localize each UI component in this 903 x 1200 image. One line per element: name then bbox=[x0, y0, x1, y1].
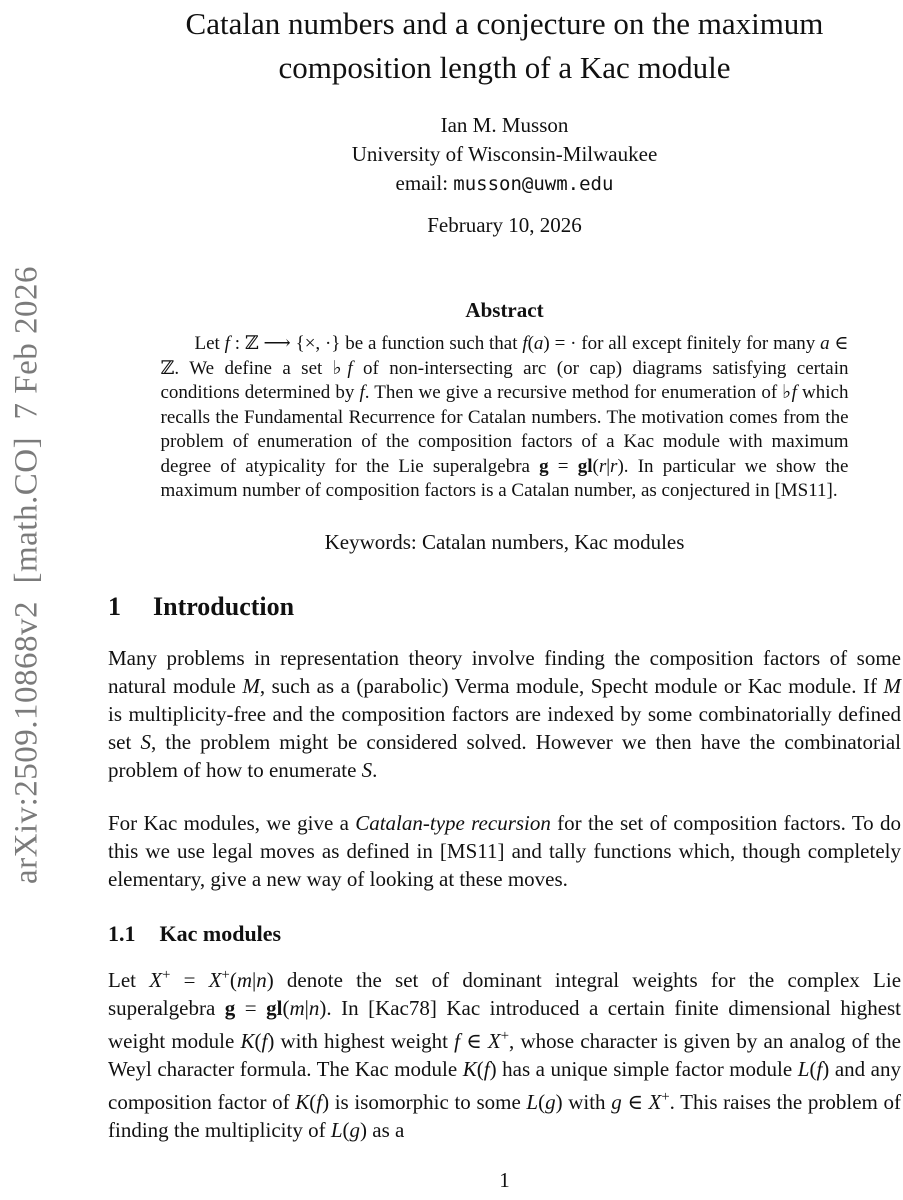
paper-title-line-1: Catalan numbers and a conjecture on the maximum bbox=[185, 6, 824, 41]
subsection-heading-kac-modules bbox=[108, 920, 901, 947]
intro-paragraph-1: Many problems in representation theory involve finding the composition factors of some natural module M, such as a (parabolic) Verma module, Specht module or Kac module. If M is multiplicity-free and the composition factors are indexed by some combinatorially defined set S, the problem might be considered solved. However we then have the combinatorial problem of how to enumerate S. bbox=[108, 645, 901, 782]
section-title: Introduction bbox=[153, 591, 295, 621]
section-number: 1 bbox=[108, 591, 121, 621]
kac-paragraph-1: Let X+ = X+(m|n) denote the set of dominant integral weights for the complex Lie superalgebra g = gl(m|n). In [Kac78] Kac introduced a certain finite dimensional highest weight module K(f) with highest weight f ∈ X+, whose character is given by an analog of the Weyl character formula. The Kac module K(f) has a unique simple factor module L(f) and any composition factor of K(f) is isomorphic to some L(g) with g ∈ X+. This raises the problem of finding the multiplicity of L(g) as a bbox=[108, 966, 902, 1142]
email-label: email: bbox=[395, 171, 454, 195]
author-name: Ian M. Musson bbox=[440, 113, 569, 137]
abstract-text: Let f : ℤ ⟶ {×, ·} be a function such that f(a) = · for all except finitely for many a ∈ ℤ. We define a set ♭f of non-intersecting arc (or cap) diagrams satisfying certain conditions determined by f. Then we give a recursive method for enumeration of ♭f which recalls the Fundamental Recurrence for Catalan numbers. The motivation comes from the problem of enumeration of the composition factors of a Kac module with maximum degree of atypicality for the Lie superalgebra g = gl(r|r). In particular we show the maximum number of composition factors is a Catalan number, as conjectured in [MS11]. bbox=[160, 333, 849, 501]
affiliation: University of Wisconsin-Milwaukee bbox=[351, 142, 658, 166]
section-heading-introduction bbox=[108, 591, 901, 623]
intro-paragraph-2: For Kac modules, we give a Catalan-type recursion for the set of composition factors. To do this we use legal moves as defined in [MS11] and tally functions which, though completely elementary, give a new way of looking at these moves. bbox=[108, 810, 901, 891]
keywords-line: Keywords: Catalan numbers, Kac modules bbox=[324, 529, 685, 554]
paper-title bbox=[108, 2, 901, 90]
email-address: musson@uwm.edu bbox=[453, 173, 614, 195]
abstract-heading: Abstract bbox=[465, 298, 544, 322]
subsection-number: 1.1 bbox=[108, 920, 136, 946]
paper-body bbox=[108, 0, 901, 1144]
paper-date: February 10, 2026 bbox=[427, 213, 582, 237]
arxiv-watermark: arXiv:2509.10868v2 [math.CO] 7 Feb 2026 bbox=[8, 265, 45, 885]
page-number: 1 bbox=[499, 1168, 510, 1192]
author-block bbox=[108, 111, 901, 199]
paper-title-line-2: composition length of a Kac module bbox=[278, 50, 731, 85]
email-line bbox=[108, 169, 901, 199]
subsection-title: Kac modules bbox=[159, 920, 282, 946]
